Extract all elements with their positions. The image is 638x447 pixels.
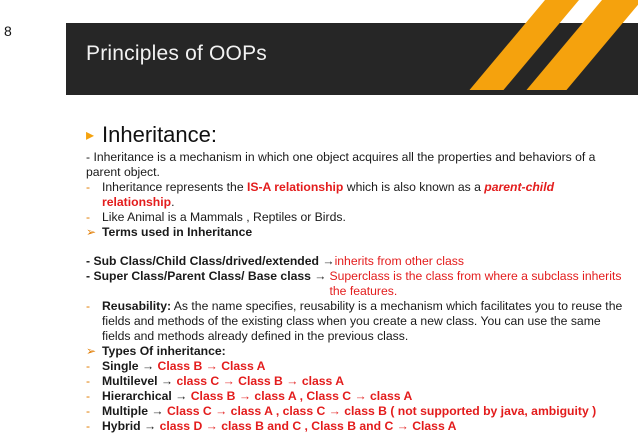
- dash-bullet: -: [86, 389, 91, 403]
- type-item: [86, 419, 626, 434]
- dash-bullet: -: [86, 404, 91, 418]
- dash-bullet: -: [86, 374, 91, 388]
- reusability-label: Reusability:: [102, 299, 172, 313]
- terms-heading: Terms used in Inheritance: [102, 225, 253, 239]
- slide-number: 8: [4, 23, 12, 39]
- item-text: Inheritance represents the: [102, 180, 247, 194]
- type-item: [86, 359, 626, 374]
- type-label: Hybrid →: [102, 419, 160, 433]
- section-heading: [86, 122, 217, 148]
- type-label: Multilevel →: [102, 374, 177, 388]
- arrow-bullet-icon: ▸: [86, 127, 95, 144]
- heading-text: Inheritance:: [102, 122, 217, 147]
- slide-title: Principles of OOPs: [86, 42, 267, 65]
- superclass-meaning: Superclass is the class from where a subclass inherits the features.: [329, 269, 622, 298]
- types-heading: Types Of inheritance:: [102, 344, 226, 358]
- chevron-bullet-icon: ➢: [86, 344, 97, 358]
- intro-line-1: - Inheritance is a mechanism in which one object acquires all the properties and behaviors of a: [86, 150, 596, 164]
- list-item: [86, 344, 626, 359]
- reusability-text: As the name specifies, reusability is a mechanism which facilitates you to reuse the fields and methods of the existing class when you create a new class. You can use the same fields and methods already defined in the previous class.: [102, 299, 623, 343]
- dash-bullet: -: [86, 180, 91, 194]
- subclass-definition: [86, 254, 626, 269]
- item-text: .: [171, 195, 175, 209]
- list-item: [86, 225, 626, 240]
- type-value: Class B → Class A: [157, 359, 266, 373]
- relationship-term: relationship: [102, 195, 172, 209]
- superclass-definition: [86, 269, 626, 299]
- dash-bullet: -: [86, 210, 91, 224]
- is-a-relationship: IS-A relationship: [246, 180, 344, 194]
- item-text: Like Animal is a Mammals , Reptiles or Birds.: [102, 210, 346, 224]
- slide-body: [86, 150, 626, 434]
- item-text: which is also known as a: [343, 180, 485, 194]
- list-item: [86, 180, 626, 210]
- chevron-bullet-icon: ➢: [86, 225, 97, 239]
- dash-bullet: -: [86, 359, 91, 373]
- type-item: [86, 374, 626, 389]
- list-item: [86, 210, 626, 225]
- parent-child-term: parent-child: [484, 180, 555, 194]
- intro-line-2: parent object.: [86, 165, 160, 179]
- type-value: class D → class B and C , Class B and C → Class A: [159, 419, 457, 433]
- type-item: [86, 389, 626, 404]
- type-label: Multiple →: [102, 404, 167, 418]
- list-item: [86, 299, 626, 344]
- subclass-meaning: inherits from other class: [334, 254, 464, 268]
- dash-bullet: -: [86, 299, 91, 313]
- dash-bullet: -: [86, 419, 91, 433]
- type-label: Single →: [102, 359, 158, 373]
- type-value: class C → Class B → class A: [176, 374, 345, 388]
- superclass-term: - Super Class/Parent Class/ Base class →: [86, 269, 327, 283]
- type-item: [86, 404, 626, 419]
- type-value: Class C → class A , class C → class B ( not supported by java, ambiguity ): [167, 404, 597, 418]
- subclass-term: - Sub Class/Child Class/drived/extended →: [86, 254, 335, 268]
- type-value: Class B → class A , Class C → class A: [190, 389, 413, 403]
- type-label: Hierarchical →: [102, 389, 191, 403]
